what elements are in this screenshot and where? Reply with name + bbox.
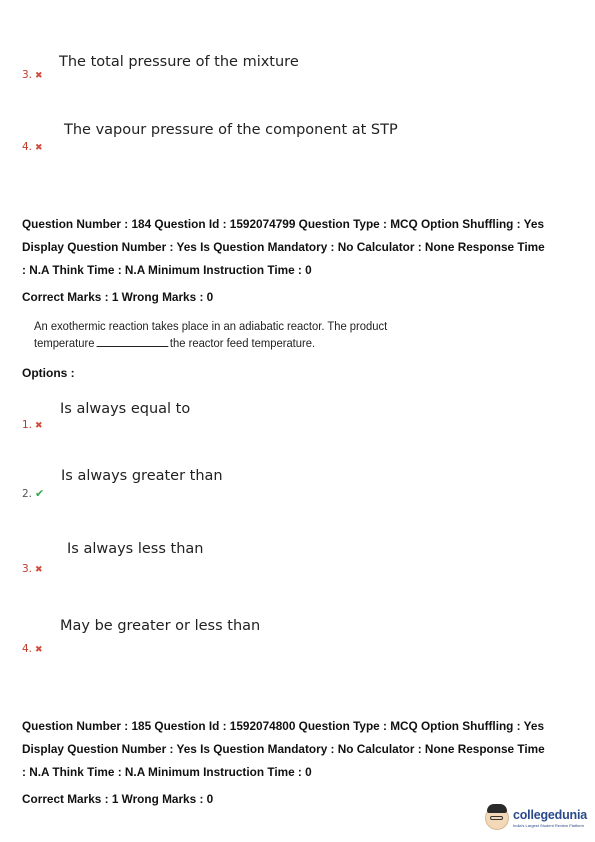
meta-line: : N.A Think Time : N.A Minimum Instruction Time : 0 xyxy=(22,263,312,277)
cross-icon: ✖ xyxy=(35,143,43,153)
meta-line: Display Question Number : Yes Is Question Mandatory : No Calculator : None Response Time xyxy=(22,240,545,254)
logo-text xyxy=(513,808,587,828)
question-184-meta xyxy=(22,213,582,309)
option-text: Is always greater than xyxy=(61,468,223,484)
meta-line: Display Question Number : Yes Is Question Mandatory : No Calculator : None Response Time xyxy=(22,742,545,756)
question-line: An exothermic reaction takes place in an adiabatic reactor. The product xyxy=(34,319,388,333)
option-text: The vapour pressure of the component at STP xyxy=(64,122,398,138)
check-icon: ✔ xyxy=(35,487,45,500)
cross-icon: ✖ xyxy=(35,421,43,431)
question-184-text xyxy=(34,318,439,352)
options-label: Options : xyxy=(22,366,75,380)
marks-line: Correct Marks : 1 Wrong Marks : 0 xyxy=(22,290,214,304)
cross-icon: ✖ xyxy=(35,565,43,575)
question-line xyxy=(34,335,439,352)
question-fragment: the reactor feed temperature. xyxy=(169,336,316,350)
option-number: 2. xyxy=(22,488,33,500)
question-fragment: temperature xyxy=(34,336,95,350)
option-number: 3. xyxy=(22,563,33,575)
option-text: Is always equal to xyxy=(60,401,191,417)
option-3 xyxy=(22,557,43,576)
logo-tagline: India's Largest Student Review Platform xyxy=(512,823,585,828)
option-number: 3. xyxy=(22,69,33,81)
meta-line: : N.A Think Time : N.A Minimum Instruction Time : 0 xyxy=(22,765,312,779)
option-number: 4. xyxy=(22,141,33,153)
meta-line: Question Number : 185 Question Id : 1592074800 Question Type : MCQ Option Shuffling : Yes xyxy=(22,719,545,733)
option-text: Is always less than xyxy=(67,541,204,557)
blank-line xyxy=(96,335,168,347)
option-text: May be greater or less than xyxy=(60,618,261,634)
option-number: 4. xyxy=(22,643,33,655)
option-3-prev xyxy=(22,63,43,82)
option-4 xyxy=(22,637,43,656)
option-1 xyxy=(22,413,43,432)
option-4-prev xyxy=(22,135,43,154)
cross-icon: ✖ xyxy=(35,645,43,655)
marks-line: Correct Marks : 1 Wrong Marks : 0 xyxy=(22,792,214,806)
option-2 xyxy=(22,482,44,501)
meta-line: Question Number : 184 Question Id : 1592074799 Question Type : MCQ Option Shuffling : Yes xyxy=(22,217,545,231)
option-text: The total pressure of the mixture xyxy=(59,54,299,70)
collegedunia-logo xyxy=(485,806,587,830)
logo-name: collegedunia xyxy=(512,808,587,822)
mascot-icon xyxy=(485,806,509,830)
cross-icon: ✖ xyxy=(35,71,43,81)
option-number: 1. xyxy=(22,419,33,431)
question-185-meta xyxy=(22,715,582,811)
